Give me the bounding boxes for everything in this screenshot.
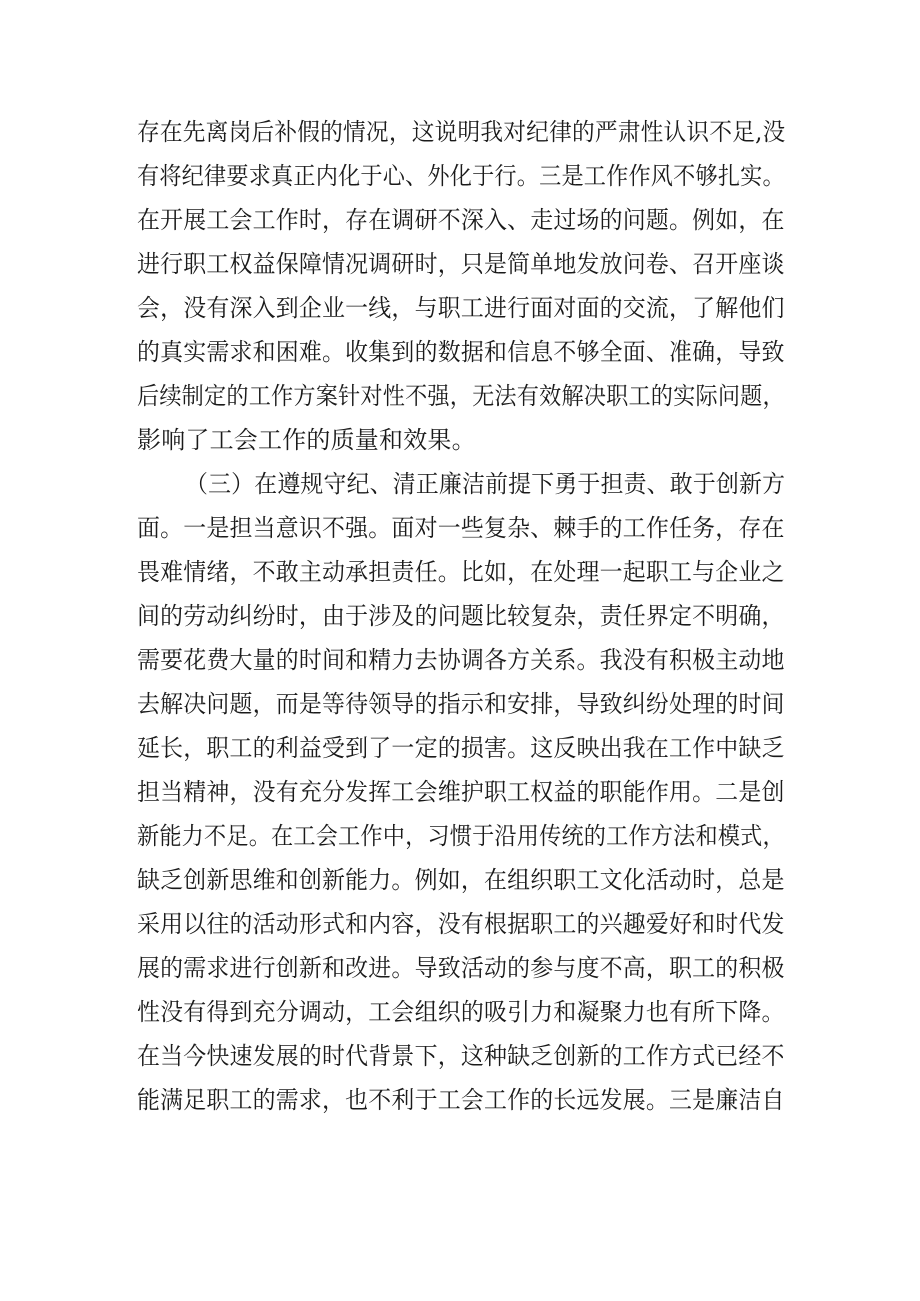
text-line: 展的需求进行创新和改进。导致活动的参与度不高，职工的积极 (137, 954, 785, 982)
text-line: 间的劳动纠纷时，由于涉及的问题比较复杂，责任界定不明确， (137, 602, 785, 630)
text-line: 进行职工权益保障情况调研时，只是简单地发放问卷、召开座谈 (137, 250, 785, 278)
text-line: 性没有得到充分调动，工会组织的吸引力和凝聚力也有所下降。 (137, 998, 785, 1026)
text-line: 延长，职工的利益受到了一定的损害。这反映出我在工作中缺乏 (137, 734, 785, 762)
text-line: 采用以往的活动形式和内容，没有根据职工的兴趣爱好和时代发 (137, 910, 785, 938)
text-line: 新能力不足。在工会工作中，习惯于沿用传统的工作方法和模式， (137, 822, 785, 850)
section-heading-line: （三）在遵规守纪、清正廉洁前提下勇于担责、敢于创新方 (185, 470, 786, 498)
text-line: 需要花费大量的时间和精力去协调各方关系。我没有积极主动地 (137, 646, 785, 674)
text-line: 在当今快速发展的时代背景下，这种缺乏创新的工作方式已经不 (137, 1042, 785, 1070)
text-line: 会，没有深入到企业一线，与职工进行面对面的交流，了解他们 (137, 294, 785, 322)
text-line: 担当精神，没有充分发挥工会维护职工权益的职能作用。二是创 (137, 778, 785, 806)
text-line: 去解决问题，而是等待领导的指示和安排，导致纠纷处理的时间 (137, 690, 785, 718)
text-line: 能满足职工的需求，也不利于工会工作的长远发展。三是廉洁自 (137, 1086, 785, 1114)
text-line: 的真实需求和困难。收集到的数据和信息不够全面、准确，导致 (137, 338, 785, 366)
text-line: 影响了工会工作的质量和效果。 (137, 426, 476, 454)
text-line: 存在先离岗后补假的情况，这说明我对纪律的严肃性认识不足,没 (137, 118, 786, 146)
text-line: 面。一是担当意识不强。面对一些复杂、棘手的工作任务，存在 (137, 514, 785, 542)
text-line: 畏难情绪，不敢主动承担责任。比如，在处理一起职工与企业之 (137, 558, 785, 586)
text-line: 缺乏创新思维和创新能力。例如，在组织职工文化活动时，总是 (137, 866, 785, 894)
text-line: 在开展工会工作时，存在调研不深入、走过场的问题。例如，在 (137, 206, 785, 234)
text-line: 有将纪律要求真正内化于心、外化于行。三是工作作风不够扎实。 (137, 162, 785, 190)
text-line: 后续制定的工作方案针对性不强，无法有效解决职工的实际问题， (137, 382, 785, 410)
